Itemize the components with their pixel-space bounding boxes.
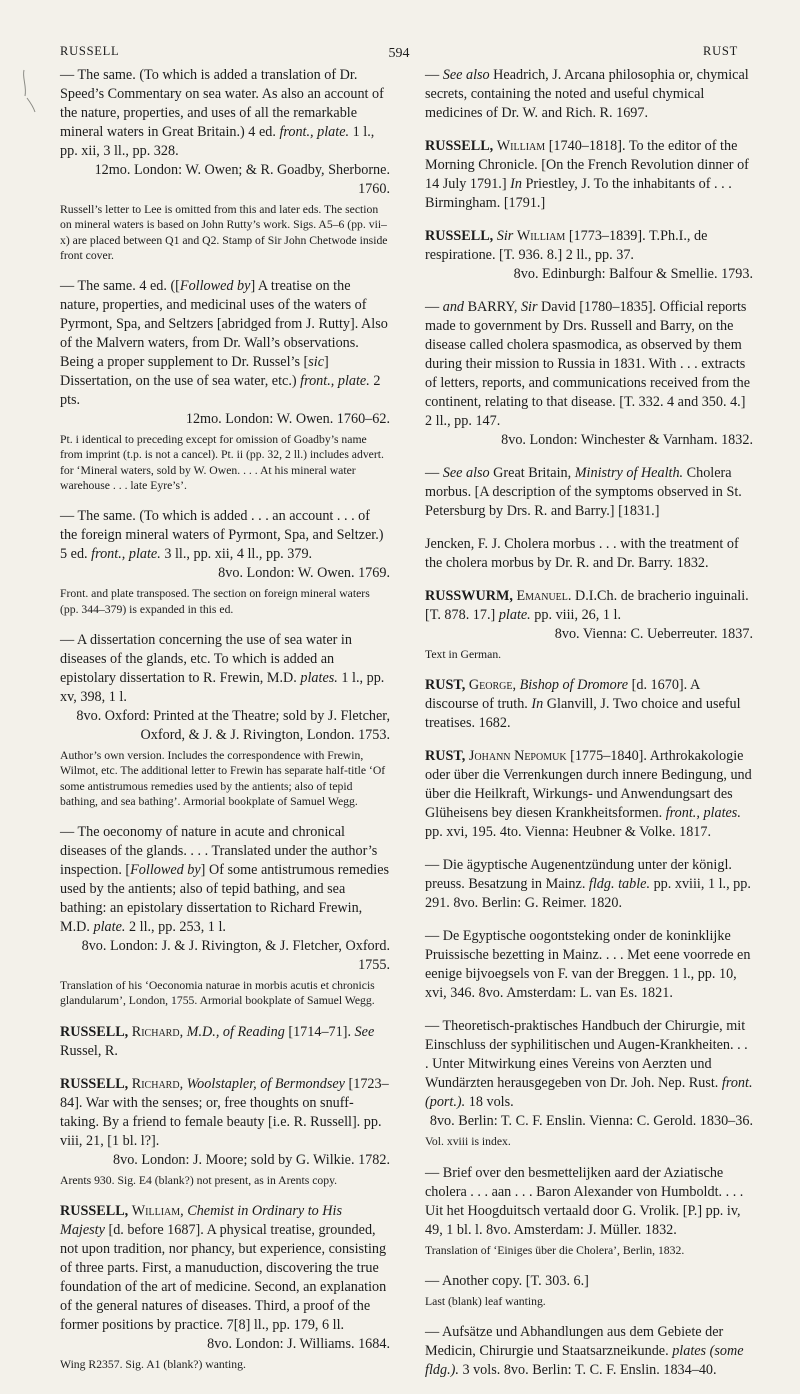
header-left-word: RUSSELL: [60, 44, 120, 58]
entry-italic-text: See: [354, 1023, 375, 1040]
entry-text: —: [425, 465, 443, 481]
entry-text: 2 ll., pp. 253, 1 l.: [125, 919, 226, 936]
entry-body: [425, 298, 753, 431]
entry-note: Translation of his ‘Oeconomia naturae in morbis acutis et chronicis glandularum’, London, 1755. Armorial bookplate of Samuel Wegg.: [60, 979, 375, 1008]
entry-body: [425, 137, 753, 213]
entry-text: —: [425, 67, 443, 83]
entry-text: pp. xviii, 1 l., pp. 291. 8vo. Berlin: G. Reimer. 1820.: [425, 876, 751, 912]
entry-surname: RUSSELL,: [60, 1075, 129, 1092]
entry-text: [1740–1818]. To the editor of the Morning Chronicle. [On the French Revolution dinner of 14 July 1791.]: [425, 138, 749, 192]
entry-given-name: Richard,: [131, 1023, 184, 1040]
entry-surname: RUSSELL,: [60, 1023, 129, 1040]
entry-given-name: Richard,: [131, 1075, 184, 1092]
catalogue-entry: [425, 1017, 753, 1149]
entry-body: [425, 856, 753, 913]
entry-text: ] Dissertation, on the use of sea water, etc.): [60, 354, 329, 390]
entry-italic-text: front., plates.: [665, 805, 741, 822]
entry-text: Jencken, F. J. Cholera morbus . . . with the treatment of the cholera morbus by Dr. R. and Dr. Barry. 1832.: [425, 536, 739, 571]
entry-text: 3 vols. 8vo. Berlin: T. C. F. Enslin. 1834–40.: [458, 1362, 717, 1379]
entry-text: BARRY,: [464, 299, 521, 315]
entry-body: [425, 927, 753, 1003]
running-header: [60, 40, 738, 62]
entry-body: [60, 1075, 390, 1151]
left-column: [60, 66, 390, 1386]
entry-text: [1723–84]. War with the senses; or, free thoughts on snuff-taking. By a friend to female beauty [i.e. R. Russell]. pp. viii, 21, [1 bl. l?].: [60, 1075, 389, 1149]
catalogue-entry: [60, 1023, 390, 1061]
entry-body: [60, 631, 390, 707]
catalogue-entry: [425, 298, 753, 450]
entry-italic-text: front., plate.: [300, 373, 370, 390]
entry-body: [425, 535, 753, 573]
entry-text: — The same. 4 ed. ([: [60, 278, 180, 295]
right-column: [425, 66, 753, 1394]
entry-text: Russel, R.: [60, 1042, 118, 1059]
entry-given-name: Emanuel.: [516, 588, 572, 604]
catalogue-entry: [425, 1164, 753, 1258]
entry-surname: RUST,: [425, 677, 466, 694]
margin-pencil-mark: [18, 68, 38, 114]
entry-imprint: 12mo. London: W. Owen; & R. Goadby, Sherborne. 1760.: [94, 162, 390, 197]
entry-given-name: William: [516, 228, 566, 244]
entry-imprint: 8vo. London: Winchester & Varnham. 1832.: [501, 432, 753, 448]
entry-text: [d. before 1687]. A physical treatise, grounded, not upon tradition, nor phancy, but experience, consisting of three parts. First, a manuduction, discovering the true foundation of the art of medicine. Second, an explanation of the general natures of diseases. Third, a proof of the former positions by practice. 7[8] ll., pp. 179, 6 ll.: [60, 1222, 387, 1334]
entry-body: [425, 587, 753, 625]
entry-surname: RUSSELL,: [425, 228, 494, 244]
entry-text: — Brief over den besmettelijken aard der Aziatische cholera . . . aan . . . Baron Alexander von Humboldt. . . . Uit het Hoogduitsch vertaald door G. Vrolik. [P.] pp. iv, 49, 1 bl. l. 8vo. Amsterdam: J. Müller. 1832.: [425, 1164, 744, 1238]
entry-text: David [1780–1835]. Official reports made to government by Drs. Russell and Barry, on the disease called cholera spasmodica, as observed by them during their mission to Russia in 1831. With . . . extracts of letters, reports, and communications received from the continent, relating to that disease. [T. 332. 4 and 350. 4.] 2 ll., pp. 147.: [425, 299, 751, 429]
catalogue-entry: [425, 535, 753, 573]
entry-note: Translation of ‘Einiges über die Cholera’, Berlin, 1832.: [425, 1243, 685, 1257]
entry-italic-text: Sir: [520, 299, 538, 315]
entry-given-name: William: [496, 138, 546, 154]
entry-surname: RUST,: [425, 748, 466, 765]
entry-note: Russell’s letter to Lee is omitted from this and later eds. The section on mineral waters is based on John Rutty’s work. Sigs. A5–6 (pp. vii–x) are placed between Q1 and Q2. Stamp of Sir John Chetwode inside front cover.: [60, 203, 388, 262]
entry-text: 18 vols.: [465, 1094, 514, 1111]
entry-given-name: William,: [131, 1203, 184, 1220]
entry-text: — Die ägyptische Augenentzündung unter der königl. preuss. Besatzung in Mainz.: [425, 857, 732, 893]
entry-italic-text: front. (port.).: [425, 1075, 753, 1111]
entry-body: [425, 676, 753, 733]
entry-text: [1775–1840]. Arthrokakologie oder über die Verrenkungen durch innere Bedingung, und über die Heilkraft, Wirkungs- und Anwendungsart des Glüheisens bey diesen Krankheitsformen.: [425, 748, 752, 822]
catalogue-entry: [425, 856, 753, 913]
entry-text: 3 ll., pp. xii, 4 ll., pp. 379.: [160, 546, 313, 563]
entry-italic-text: See also: [442, 465, 490, 481]
entry-body: [425, 1272, 753, 1291]
entry-body: [425, 1164, 753, 1240]
entry-body: [425, 747, 753, 842]
entry-italic-text: fldg. table.: [588, 876, 651, 893]
catalogue-entry: [425, 676, 753, 733]
entry-text: pp. viii, 26, 1 l.: [530, 607, 621, 623]
entry-body: [60, 1202, 390, 1335]
entry-text: ] A treatise on the nature, properties, and medicinal uses of the waters of Pyrmont, Spa, and Seltzers [abridged from J. Rutty]. Also of the Malvern waters, from Dr. Wall’s observations. Being a proper supplement to Dr. Russel’s [: [60, 278, 388, 371]
entry-text: [1773–1839]. T.Ph.I., de respiratione. [T. 936. 8.] 2 ll., pp. 37.: [425, 228, 708, 263]
entry-designation: Woolstapler, of Bermondsey: [186, 1075, 345, 1092]
entry-italic-text: Followed by: [179, 278, 251, 295]
catalogue-entry: [425, 464, 753, 521]
entry-text: 2 pts.: [60, 373, 381, 409]
entry-italic-text: In: [531, 696, 544, 713]
catalogue-entry: [425, 1272, 753, 1309]
entry-imprint: 8vo. London: W. Owen. 1769.: [218, 565, 390, 582]
entry-body: [60, 66, 390, 161]
entry-italic-text: sic: [308, 354, 325, 371]
entry-given-name: George,: [468, 677, 517, 694]
entry-body: [425, 464, 753, 521]
entry-imprint: 8vo. Oxford: Printed at the Theatre; sold by J. Fletcher, Oxford, & J. & J. Rivington, London. 1753.: [76, 707, 390, 743]
entry-imprint: 8vo. London: J. & J. Rivington, & J. Fletcher, Oxford. 1755.: [81, 938, 390, 974]
entry-designation: Bishop of Dromore: [519, 677, 629, 694]
entry-text: — Another copy. [T. 303. 6.]: [425, 1272, 589, 1289]
entry-text: — A dissertation concerning the use of sea water in diseases of the glands, etc. To which is added an epistolary dissertation to R. Frewin, M.D.: [60, 631, 352, 686]
entry-imprint: 8vo. Edinburgh: Balfour & Smellie. 1793.: [513, 266, 753, 282]
entry-text: — Theoretisch-praktisches Handbuch der Chirurgie, mit Einschluss der syphilitischen und Augen-Krankheiten. . . . Unter Mitwirkung eines Vereins von Aerzten und Wundärzten herausgegeben von Dr. Joh. Nep. Rust.: [425, 1018, 748, 1092]
entry-italic-text: See also: [442, 67, 490, 83]
entry-honorific: Sir: [496, 228, 514, 244]
entry-imprint: 8vo. London: J. Williams. 1684.: [207, 1336, 390, 1353]
entry-note: Last (blank) leaf wanting.: [425, 1294, 546, 1308]
entry-body: [425, 227, 753, 265]
page-number: 594: [388, 46, 410, 61]
entry-text: D.I.Ch. de bracherio inguinali. [T. 878. 17.]: [425, 588, 749, 623]
entry-body: [60, 823, 390, 937]
catalogue-entry: [60, 631, 390, 809]
entry-text: — De Egyptische oogontsteking onder de koninklijke Pruissische bezetting in Mainz. . . . Met eene voorrede en eenige bijvoegsels von F. van der Breggen. 1 l., pp. 10, xvi, 346. 8vo. Amsterdam: L. van Es. 1821.: [425, 928, 751, 1002]
entry-text: pp. xvi, 195. 4to. Vienna: Heubner & Volke. 1817.: [425, 824, 712, 841]
header-right-word: RUST: [703, 44, 738, 58]
entry-italic-text: Ministry of Health.: [574, 465, 684, 481]
catalogue-entry: [60, 823, 390, 1009]
catalogue-entry: [60, 277, 390, 493]
entry-note: Front. and plate transposed. The section on foreign mineral waters (pp. 344–379) is expanded in this ed.: [60, 587, 370, 616]
entry-italic-text: plate.: [93, 919, 126, 936]
entry-text: [1714–71].: [284, 1023, 355, 1040]
entry-given-name: Johann Nepomuk: [468, 748, 567, 765]
entry-italic-text: plates.: [300, 669, 338, 686]
entry-body: [60, 277, 390, 410]
entry-italic-text: plates (some fldg.).: [425, 1343, 744, 1379]
catalogue-entry: [60, 1075, 390, 1188]
entry-text: — The oeconomy of nature in acute and chronical diseases of the glands. . . . Translated under the author’s inspection. [: [60, 824, 378, 879]
entry-italic-text: and: [442, 299, 465, 315]
entry-text: —: [425, 299, 443, 315]
entry-note: Pt. i identical to preceding except for omission of Goadby’s name from imprint (t.p. is not a cancel). Pt. ii (pp. 32, 2 ll.) includes advert. for ‘Mineral waters, sold by W. Owen. . . . At his mineral water warehouse . . . late Eyre’s’.: [60, 433, 384, 493]
entry-text: 1 l., pp. xii, 3 ll., pp. 328.: [60, 124, 375, 159]
entry-italic-text: In: [510, 176, 522, 192]
entry-text: — Aufsätze und Abhandlungen aus dem Gebiete der Medicin, Chirurgie und Staatsarzneikunde.: [425, 1324, 724, 1360]
entry-note: Arents 930. Sig. E4 (blank?) not present, as in Arents copy.: [60, 1173, 338, 1187]
entry-surname: RUSSELL,: [425, 138, 494, 154]
entry-body: [60, 507, 390, 564]
entry-imprint: 12mo. London: W. Owen. 1760–62.: [185, 411, 390, 428]
catalogue-entry: [60, 66, 390, 263]
entry-note: Wing R2357. Sig. A1 (blank?) wanting.: [60, 1358, 246, 1372]
entry-italic-text: front., plate.: [279, 124, 350, 140]
entry-note: Text in German.: [425, 648, 502, 661]
entry-body: [425, 66, 753, 123]
catalogue-entry: [425, 747, 753, 842]
catalogue-entry: [425, 587, 753, 662]
catalogue-entry: [425, 927, 753, 1003]
entry-text: Great Britain,: [489, 465, 575, 481]
entry-italic-text: Followed by: [130, 862, 201, 879]
entry-italic-text: front., plate.: [91, 546, 161, 563]
catalogue-entry: [425, 137, 753, 213]
catalogue-entry: [425, 1323, 753, 1380]
entry-note: Author’s own version. Includes the correspondence with Frewin, Wilmot, etc. The additional letter to Frewin has separate half-title ‘Of some antistrumous remedies used by the antients; also of tepid bathing, and sea bathing’. Armorial bookplate of Samuel Wegg.: [60, 748, 386, 808]
entry-text: Cholera morbus. [A description of the symptoms observed in St. Petersburg by Drs. R. and Barry.] [1831.]: [425, 465, 742, 519]
entry-designation: Chemist in Ordinary to His Majesty: [60, 1203, 343, 1239]
entry-text: Headrich, J. Arcana philosophia or, chymical secrets, containing the noted and useful chymical medicines of Dr. W. and Rich. R. 1697.: [425, 67, 749, 121]
entry-body: [60, 1023, 390, 1061]
entry-note: Vol. xviii is index.: [425, 1135, 511, 1149]
entry-italic-text: plate.: [498, 607, 531, 623]
entry-text: [d. 1670]. A discourse of truth.: [425, 677, 700, 713]
catalogue-entry: [425, 66, 753, 123]
catalogue-entry: [60, 507, 390, 617]
entry-imprint: 8vo. London: J. Moore; sold by G. Wilkie. 1782.: [113, 1151, 390, 1168]
entry-body: [425, 1323, 753, 1380]
entry-text: Priestley, J. To the inhabitants of . . . Birmingham. [1791.]: [425, 176, 732, 211]
catalogue-entry: [425, 227, 753, 284]
entry-imprint: 8vo. Berlin: T. C. F. Enslin. Vienna: C. Gerold. 1830–36.: [429, 1113, 753, 1130]
catalogue-entry: [60, 1202, 390, 1372]
entry-surname: RUSSWURM,: [425, 588, 513, 604]
entry-surname: RUSSELL,: [60, 1203, 129, 1220]
entry-text: — The same. (To which is added a translation of Dr. Speed’s Commentary on sea water. As also an account of the nature, properties, and uses of all the remarkable mineral waters in Great Britain.) 4 ed.: [60, 67, 384, 140]
entry-text: 1 l., pp. xv, 398, 1 l.: [60, 669, 385, 705]
entry-text: ] Of some antistrumous remedies used by the antients; also of tepid bathing, and sea bathing: an epistolary dissertation to Richard Frewin, M.D.: [60, 862, 390, 936]
entry-text: Glanvill, J. Two choice and useful treatises. 1682.: [425, 696, 741, 732]
entry-text: — The same. (To which is added . . . an account . . . of the foreign mineral waters of Pyrmont, Spa, and Seltzer.) 5 ed.: [60, 508, 384, 563]
entry-body: [425, 1017, 753, 1112]
entry-imprint: 8vo. Vienna: C. Ueberreuter. 1837.: [554, 626, 753, 642]
entry-designation: M.D., of Reading: [186, 1023, 285, 1040]
